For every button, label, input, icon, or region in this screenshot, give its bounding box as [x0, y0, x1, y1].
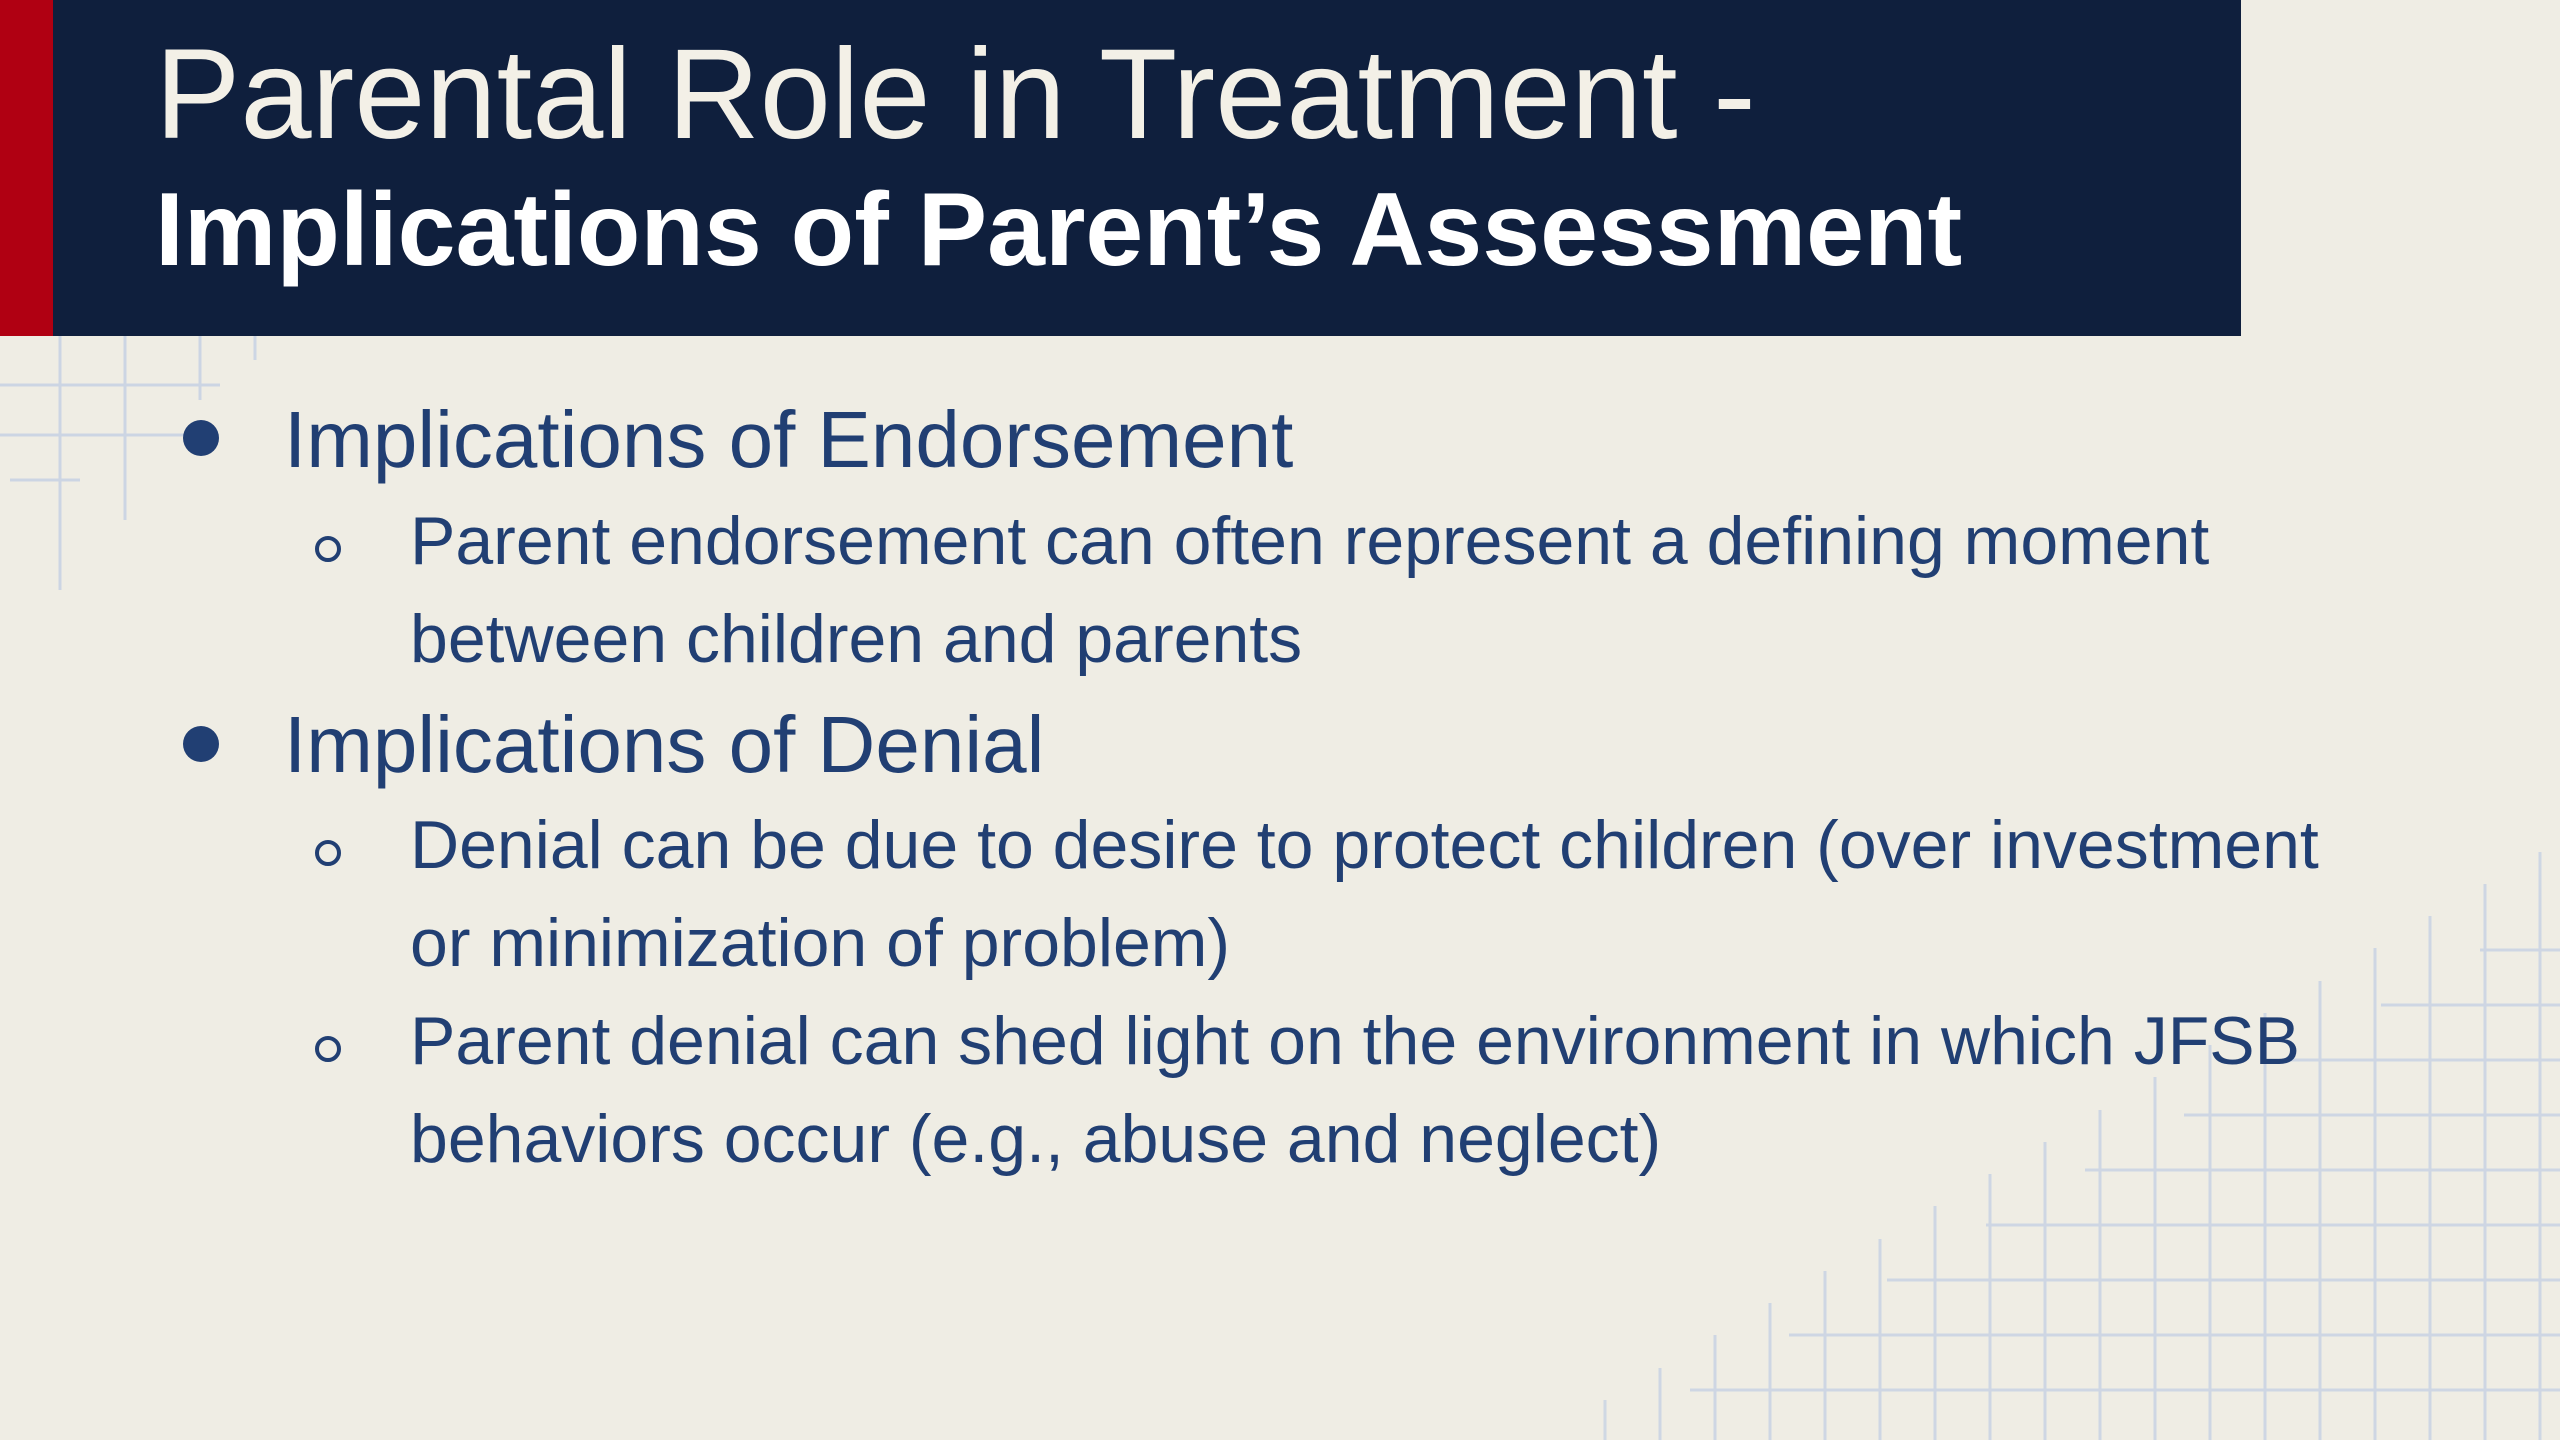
bullet-dot-icon — [183, 420, 219, 456]
sub-bullet-ring-icon — [315, 536, 341, 562]
sub-bullet-endorsement-line2: between children and parents — [410, 601, 1303, 677]
sub-bullet-denial-environment-line2: behaviors occur (e.g., abuse and neglect) — [410, 1101, 1662, 1177]
bullet-dot-icon — [183, 726, 219, 762]
sub-bullet-denial-protect-line2: or minimization of problem) — [410, 905, 1231, 981]
bullet-denial: Implications of Denial — [284, 700, 1045, 789]
slide-subtitle: Implications of Parent’s Assessment — [155, 172, 1963, 288]
title-accent-bar — [0, 0, 53, 336]
slide-title: Parental Role in Treatment - — [155, 23, 1756, 166]
sub-bullet-endorsement-line1: Parent endorsement can often represent a defining moment — [410, 503, 2210, 579]
sub-bullet-denial-protect-line1: Denial can be due to desire to protect children (over investment — [410, 807, 2319, 883]
sub-bullet-ring-icon — [315, 840, 341, 866]
sub-bullet-ring-icon — [315, 1036, 341, 1062]
sub-bullet-denial-environment-line1: Parent denial can shed light on the environment in which JFSB — [410, 1003, 2300, 1079]
bullet-endorsement: Implications of Endorsement — [284, 395, 1294, 484]
